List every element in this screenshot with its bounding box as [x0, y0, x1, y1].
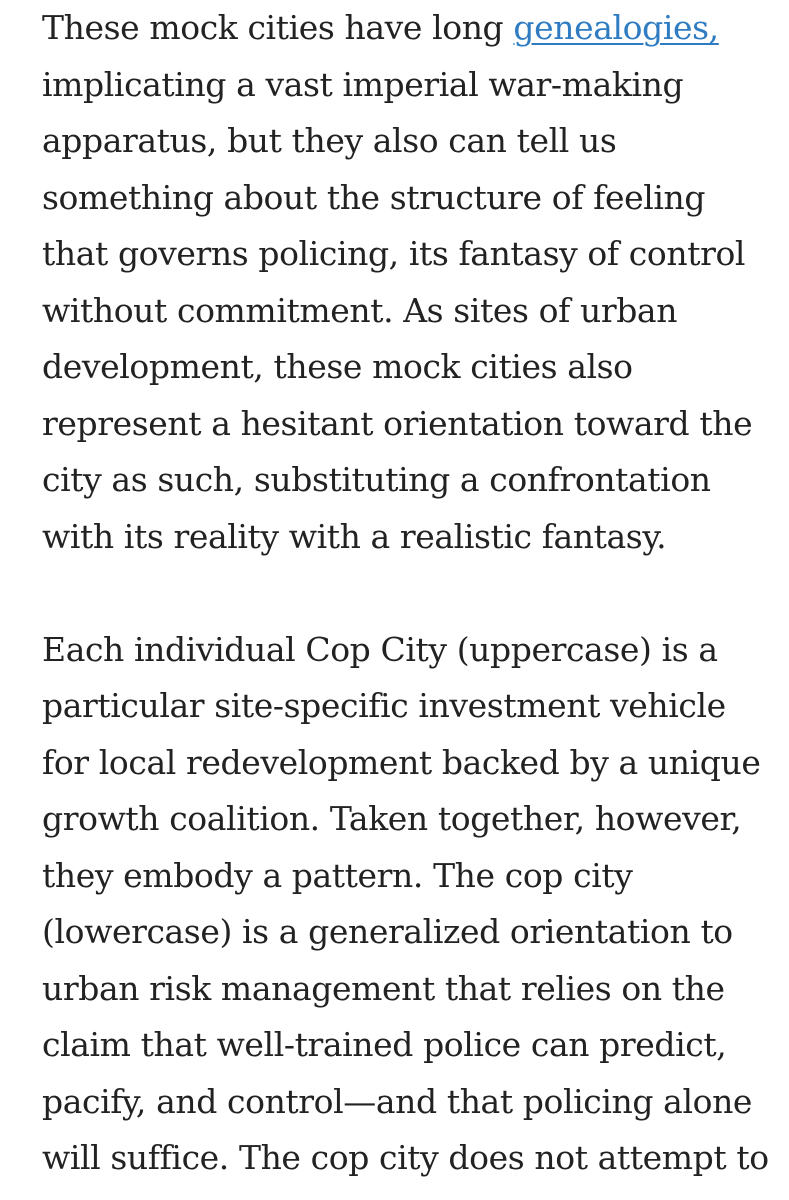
paragraph-line: for local redevelopment backed by a unique — [42, 742, 761, 782]
paragraph-line — [42, 0, 787, 57]
paragraph-line: without commitment. As sites of urban — [42, 290, 678, 330]
paragraph-line: apparatus, but they also can tell us — [42, 121, 617, 160]
paragraph-line: they embody a pattern. The cop city — [42, 855, 633, 895]
paragraph-line: (lowercase) is a generalized orientation to — [42, 912, 733, 951]
paragraph-line: with its reality with a realistic fantasy. — [42, 516, 667, 556]
paragraph-line: represent a hesitant orientation toward the — [42, 403, 753, 443]
paragraph-line: particular site-specific investment vehicle — [42, 686, 726, 725]
paragraph-line: Each individual Cop City (uppercase) is a — [42, 629, 718, 669]
paragraph-line: urban risk management that relies on the — [42, 968, 725, 1008]
paragraph-line: that governs policing, its fantasy of control — [42, 234, 746, 273]
article-body — [42, 0, 787, 1187]
paragraph-line: claim that well-trained police can predict, — [42, 1025, 727, 1064]
paragraph-line: growth coalition. Taken together, however, — [42, 799, 742, 838]
line-text: These mock cities have long — [42, 8, 514, 47]
genealogies-link[interactable]: genealogies, — [513, 8, 719, 47]
paragraph-line: city as such, substituting a confrontation — [42, 460, 711, 499]
paragraph-cop-city — [42, 622, 787, 1187]
paragraph-mock-cities — [42, 0, 787, 565]
paragraph-line: something about the structure of feeling — [42, 177, 706, 217]
paragraph-line: will suffice. The cop city does not attempt to — [42, 1138, 769, 1177]
paragraph-line: implicating a vast imperial war-making — [42, 64, 684, 104]
paragraph-line: development, these mock cities also — [42, 347, 633, 386]
paragraph-line: pacify, and control—and that policing alone — [42, 1081, 753, 1121]
